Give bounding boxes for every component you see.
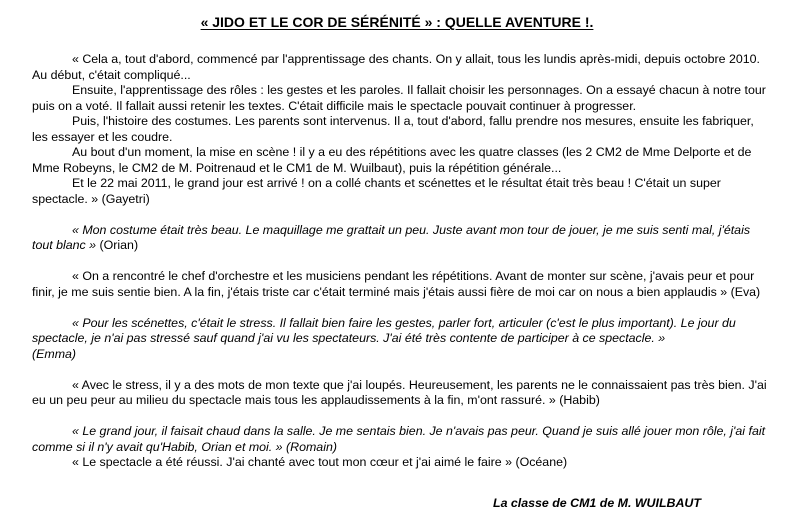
quote-romain — [32, 424, 772, 455]
paragraph-grand-jour: Et le 22 mai 2011, le grand jour est arrivé ! on a collé chants et scénettes et le résultat était très beau ! C'était un super spectacle. » (Gayetri) — [32, 176, 721, 206]
article-body — [32, 52, 772, 471]
quote-orian — [32, 223, 772, 254]
quote-eva — [32, 269, 772, 300]
article-title — [0, 13, 794, 31]
quote-eva-author: (Eva) — [727, 284, 761, 299]
quote-oceane — [32, 455, 772, 471]
quote-habib — [32, 378, 772, 409]
class-signature: La classe de CM1 de M. WUILBAUT — [493, 496, 701, 510]
paragraph-costumes: Puis, l'histoire des costumes. Les parents sont intervenus. Il a, tout d'abord, fallu prendre nos mesures, ensuite les fabriquer, les essayer et les coudre. — [32, 114, 754, 144]
paragraph-chants: « Cela a, tout d'abord, commencé par l'apprentissage des chants. On y allait, tous les lundis après-midi, depuis octobre 2010. Au début, c'était compliqué... — [32, 52, 760, 82]
quote-eva-text: « On a rencontré le chef d'orchestre et les musiciens pendant les répétitions. Avant de monter sur scène, j'avais peur et pour finir, je me suis sentie bien. A la fin, j'étais triste car c'était terminé mais j'étais aussi fière de moi car on nous a bien applaudis » — [32, 269, 755, 299]
quote-oceane-text: « Le spectacle a été réussi. J'ai chanté avec tout mon cœur et j'ai aimé le faire » — [72, 455, 513, 469]
paragraph-roles: Ensuite, l'apprentissage des rôles : les gestes et les paroles. Il fallait choisir les personnages. On a essayé chacun à notre tour puis on a voté. Il fallait aussi retenir les textes. C'était difficile mais le spectacle pouvait continuer à progresser. — [32, 83, 766, 113]
paragraph-mise-en-scene: Au bout d'un moment, la mise en scène ! il y a eu des répétitions avec les quatre classes (les 2 CM2 de Mme Delporte et de Mme Robeyns, le CM2 de M. Poitrenaud et le CM1 de M. Wuilbaut), puis la répétition générale... — [32, 145, 752, 175]
quote-emma-text: « Pour les scénettes, c'était le stress. Il fallait bien faire les gestes, parler fort, articuler (c'est le plus important). Le jour du spectacle, je n'ai pas stressé sauf quand j'ai vu les spectateurs. J'ai été très contente de participer à ce spectacle. » — [32, 315, 736, 345]
quote-oceane-author: (Océane) — [512, 455, 568, 469]
quote-romain-author: (Romain) — [282, 439, 337, 454]
article-title-text: « JIDO ET LE COR DE SÉRÉNITÉ » : QUELLE AVENTURE !. — [200, 14, 594, 30]
quote-emma-author: (Emma) — [32, 346, 77, 361]
quote-habib-text: « Avec le stress, il y a des mots de mon texte que j'ai loupés. Heureusement, les parents ne le connaissaient pas très bien. J'ai eu un peu peur au milieu du spectacle mais tous les applaudissements à la fin, m'ont rassuré. » — [32, 377, 767, 407]
quote-habib-author: (Habib) — [555, 393, 600, 407]
quote-orian-author: (Orian) — [96, 238, 139, 252]
quote-romain-text: « Le grand jour, il faisait chaud dans la salle. Je me sentais bien. Je n'avais pas peur. Quand je suis allé jouer mon rôle, j'ai fait comme si il n'y avait qu'Habib, Orian et moi. » — [32, 424, 766, 454]
quote-orian-text: « Mon costume était très beau. Le maquillage me grattait un peu. Juste avant mon tour de jouer, je me suis senti mal, j'étais tout blanc » — [32, 222, 751, 252]
quote-emma — [32, 316, 772, 363]
